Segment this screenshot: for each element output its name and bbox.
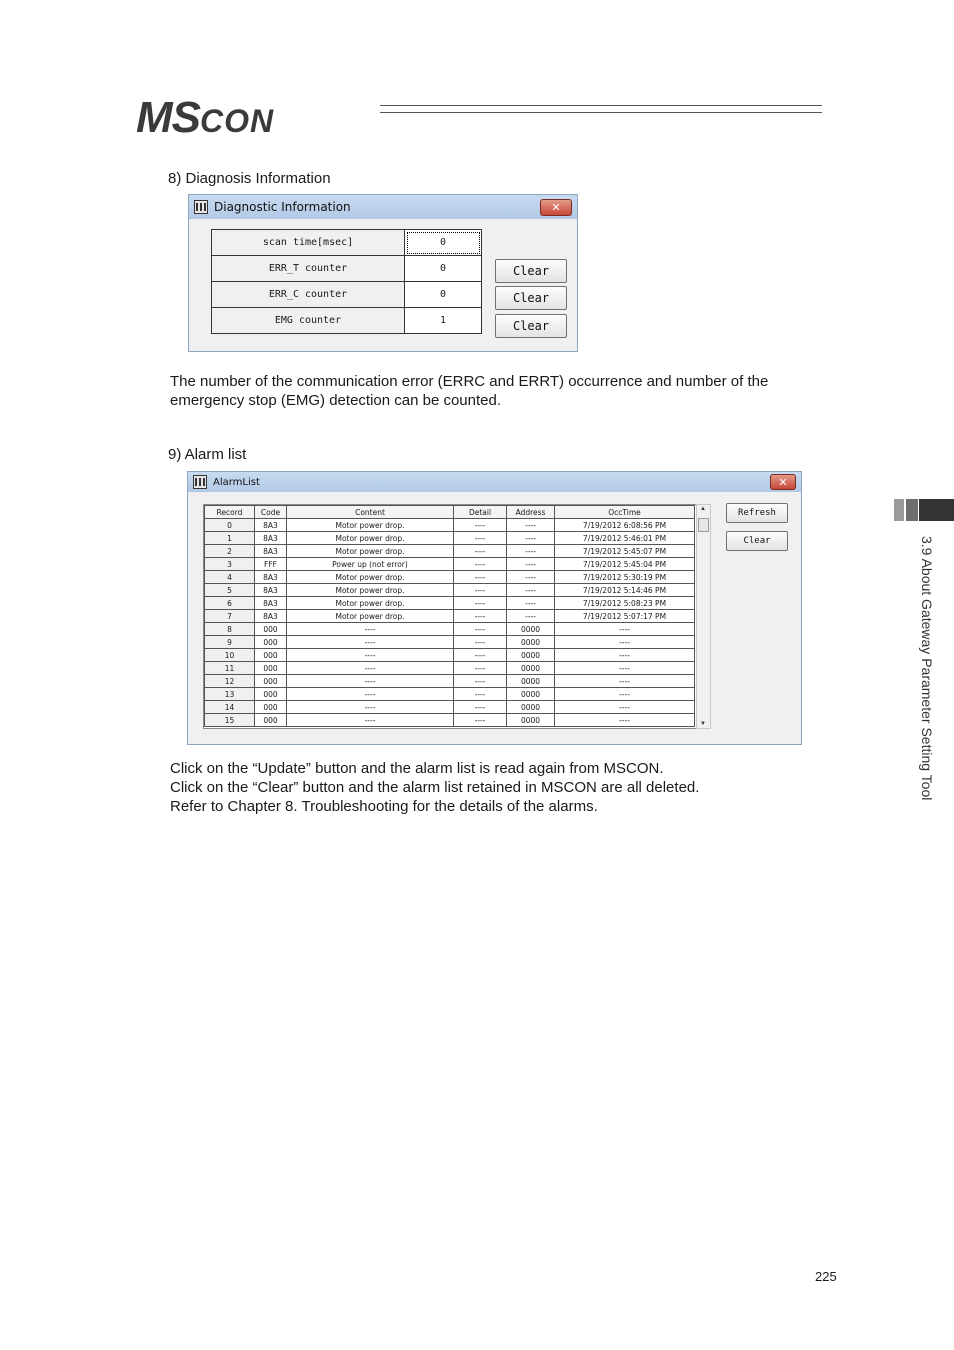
diag-value-field[interactable]: 0	[405, 230, 482, 256]
alarm-cell-occtime: 7/19/2012 5:08:23 PM	[555, 597, 695, 610]
alarm-list-window	[187, 471, 802, 745]
alarm-row[interactable]	[205, 519, 695, 532]
paragraph-line: The number of the communication error (ERRC and ERRT) occurrence and number of the	[170, 373, 769, 390]
alarm-cell-record: 3	[205, 558, 255, 571]
alarm-cell-detail: ----	[454, 571, 507, 584]
alarm-cell-record: 5	[205, 584, 255, 597]
alarm-row[interactable]	[205, 584, 695, 597]
alarm-cell-address: ----	[507, 610, 555, 623]
alarm-cell-address: ----	[507, 558, 555, 571]
diag-label: ERR_T counter	[212, 256, 405, 282]
diag-row-scan-time	[212, 230, 482, 256]
alarm-cell-address: ----	[507, 597, 555, 610]
alarm-header-row	[205, 506, 695, 519]
alarm-cell-address: 0000	[507, 714, 555, 727]
alarm-cell-content: Motor power drop.	[287, 597, 454, 610]
close-button[interactable]: ✕	[770, 474, 796, 490]
alarm-cell-address: 0000	[507, 701, 555, 714]
alarm-cell-occtime: ----	[555, 688, 695, 701]
paragraph-line: Refer to Chapter 8. Troubleshooting for the details of the alarms.	[170, 798, 598, 815]
alarm-cell-content: ----	[287, 623, 454, 636]
alarm-cell-content: Motor power drop.	[287, 545, 454, 558]
alarm-cell-code: 8A3	[255, 519, 287, 532]
diag-row-err-t	[212, 256, 482, 282]
alarm-cell-code: 8A3	[255, 532, 287, 545]
refresh-button[interactable]: Refresh	[726, 503, 788, 523]
section-9-heading: 9) Alarm list	[168, 446, 247, 463]
alarm-cell-code: 8A3	[255, 584, 287, 597]
column-header-occtime[interactable]: OccTime	[555, 506, 695, 519]
alarm-cell-record: 7	[205, 610, 255, 623]
alarm-cell-detail: ----	[454, 714, 507, 727]
alarm-cell-content: Motor power drop.	[287, 610, 454, 623]
alarm-cell-content: Motor power drop.	[287, 532, 454, 545]
alarm-cell-address: 0000	[507, 688, 555, 701]
diagnostic-counter-table	[211, 229, 482, 334]
side-tab-label: 3.9 About Gateway Parameter Setting Tool	[919, 536, 935, 801]
clear-alarms-button[interactable]: Clear	[726, 531, 788, 551]
alarm-cell-code: 000	[255, 636, 287, 649]
column-header-record[interactable]: Record	[205, 506, 255, 519]
alarm-row[interactable]	[205, 662, 695, 675]
alarm-table	[204, 505, 695, 727]
alarm-cell-code: 8A3	[255, 545, 287, 558]
paragraph-line: Click on the “Clear” button and the alarm list retained in MSCON are all deleted.	[170, 779, 700, 796]
alarm-cell-address: ----	[507, 519, 555, 532]
alarm-cell-detail: ----	[454, 675, 507, 688]
alarm-cell-address: 0000	[507, 636, 555, 649]
alarm-cell-address: 0000	[507, 675, 555, 688]
alarm-cell-content: ----	[287, 662, 454, 675]
alarm-cell-detail: ----	[454, 545, 507, 558]
alarm-cell-occtime: ----	[555, 714, 695, 727]
column-header-code[interactable]: Code	[255, 506, 287, 519]
alarm-row[interactable]	[205, 714, 695, 727]
alarm-cell-content: ----	[287, 688, 454, 701]
header-rule-bottom	[380, 112, 822, 113]
diagnostic-information-window	[188, 194, 578, 352]
column-header-content[interactable]: Content	[287, 506, 454, 519]
alarm-table-body	[205, 519, 695, 727]
mscon-logo: MSCON	[136, 93, 275, 142]
diag-label: EMG counter	[212, 308, 405, 334]
alarm-row[interactable]	[205, 545, 695, 558]
alarm-cell-code: 000	[255, 623, 287, 636]
diag-value-field[interactable]: 1	[405, 308, 482, 334]
alarm-cell-code: FFF	[255, 558, 287, 571]
alarm-cell-occtime: 7/19/2012 5:45:04 PM	[555, 558, 695, 571]
alarm-cell-detail: ----	[454, 532, 507, 545]
alarm-cell-content: ----	[287, 675, 454, 688]
alarm-cell-code: 8A3	[255, 610, 287, 623]
alarm-row[interactable]	[205, 623, 695, 636]
scroll-down-arrow-icon[interactable]: ▼	[700, 721, 706, 727]
alarm-grid[interactable]	[203, 504, 697, 729]
alarm-cell-occtime: ----	[555, 623, 695, 636]
column-header-address[interactable]: Address	[507, 506, 555, 519]
alarm-cell-record: 10	[205, 649, 255, 662]
alarm-cell-content: ----	[287, 636, 454, 649]
alarm-cell-record: 1	[205, 532, 255, 545]
alarm-cell-code: 000	[255, 649, 287, 662]
app-icon	[194, 200, 208, 214]
diag-label: scan time[msec]	[212, 230, 405, 256]
alarm-cell-address: ----	[507, 571, 555, 584]
diagnostic-window-title: Diagnostic Information	[214, 200, 351, 214]
alarm-cell-code: 000	[255, 688, 287, 701]
alarm-cell-code: 000	[255, 662, 287, 675]
alarm-cell-record: 0	[205, 519, 255, 532]
app-icon	[193, 475, 207, 489]
alarm-row[interactable]	[205, 636, 695, 649]
page-number: 225	[815, 1269, 837, 1284]
alarm-cell-record: 9	[205, 636, 255, 649]
alarm-cell-address: 0000	[507, 662, 555, 675]
alarm-cell-occtime: ----	[555, 649, 695, 662]
alarm-cell-record: 14	[205, 701, 255, 714]
alarm-cell-detail: ----	[454, 519, 507, 532]
alarm-cell-address: ----	[507, 532, 555, 545]
alarm-list-window-title: AlarmList	[213, 476, 260, 488]
side-tab-marker-dark	[919, 499, 954, 521]
alarm-cell-content: ----	[287, 714, 454, 727]
alarm-cell-content: Motor power drop.	[287, 584, 454, 597]
clear-emg-button[interactable]: Clear	[495, 314, 567, 338]
alarm-cell-detail: ----	[454, 649, 507, 662]
alarm-cell-occtime: 7/19/2012 5:45:07 PM	[555, 545, 695, 558]
alarm-cell-detail: ----	[454, 701, 507, 714]
side-tab-marker-mid	[906, 499, 918, 521]
alarm-cell-address: 0000	[507, 623, 555, 636]
alarm-cell-record: 8	[205, 623, 255, 636]
header-rule-top	[380, 105, 822, 106]
alarm-row[interactable]	[205, 649, 695, 662]
alarm-row[interactable]	[205, 558, 695, 571]
alarm-cell-detail: ----	[454, 662, 507, 675]
alarm-row[interactable]	[205, 571, 695, 584]
alarm-cell-content: ----	[287, 649, 454, 662]
alarm-cell-content: Power up (not error)	[287, 558, 454, 571]
alarm-cell-address: ----	[507, 545, 555, 558]
alarm-cell-detail: ----	[454, 623, 507, 636]
alarm-cell-code: 8A3	[255, 571, 287, 584]
alarm-cell-occtime: ----	[555, 662, 695, 675]
alarm-cell-record: 2	[205, 545, 255, 558]
alarm-cell-record: 13	[205, 688, 255, 701]
alarm-cell-occtime: 7/19/2012 6:08:56 PM	[555, 519, 695, 532]
alarm-cell-occtime: ----	[555, 675, 695, 688]
alarm-cell-record: 4	[205, 571, 255, 584]
close-button[interactable]: ✕	[540, 199, 572, 216]
section-8-heading: 8) Diagnosis Information	[168, 170, 331, 187]
diag-row-emg	[212, 308, 482, 334]
alarm-cell-address: ----	[507, 584, 555, 597]
alarm-cell-detail: ----	[454, 688, 507, 701]
alarm-cell-detail: ----	[454, 558, 507, 571]
column-header-detail[interactable]: Detail	[454, 506, 507, 519]
alarm-list-scrollbar[interactable]	[696, 504, 711, 729]
diag-label: ERR_C counter	[212, 282, 405, 308]
diagnostic-titlebar	[189, 195, 577, 219]
alarm-cell-detail: ----	[454, 597, 507, 610]
alarm-cell-content: Motor power drop.	[287, 519, 454, 532]
clear-err-t-button[interactable]: Clear	[495, 259, 567, 283]
alarm-row[interactable]	[205, 597, 695, 610]
alarm-cell-occtime: 7/19/2012 5:07:17 PM	[555, 610, 695, 623]
alarm-cell-detail: ----	[454, 636, 507, 649]
section-8-paragraph	[170, 372, 768, 410]
alarm-cell-record: 15	[205, 714, 255, 727]
alarm-cell-content: ----	[287, 701, 454, 714]
alarm-cell-occtime: 7/19/2012 5:14:46 PM	[555, 584, 695, 597]
alarm-list-titlebar	[188, 472, 801, 492]
alarm-cell-occtime: 7/19/2012 5:46:01 PM	[555, 532, 695, 545]
alarm-cell-record: 11	[205, 662, 255, 675]
alarm-cell-occtime: 7/19/2012 5:30:19 PM	[555, 571, 695, 584]
diag-value-field[interactable]: 0	[405, 282, 482, 308]
alarm-cell-address: 0000	[507, 649, 555, 662]
alarm-cell-code: 000	[255, 714, 287, 727]
side-tab-marker-light	[894, 499, 904, 521]
alarm-cell-detail: ----	[454, 584, 507, 597]
alarm-cell-record: 6	[205, 597, 255, 610]
alarm-cell-occtime: ----	[555, 636, 695, 649]
alarm-cell-detail: ----	[454, 610, 507, 623]
alarm-cell-occtime: ----	[555, 701, 695, 714]
alarm-row[interactable]	[205, 675, 695, 688]
alarm-row[interactable]	[205, 610, 695, 623]
diag-row-err-c	[212, 282, 482, 308]
diag-value-field[interactable]: 0	[405, 256, 482, 282]
alarm-cell-code: 000	[255, 675, 287, 688]
scroll-up-arrow-icon[interactable]: ▲	[700, 506, 706, 512]
scroll-thumb[interactable]	[698, 518, 709, 532]
clear-err-c-button[interactable]: Clear	[495, 286, 567, 310]
paragraph-line: emergency stop (EMG) detection can be counted.	[170, 392, 502, 409]
alarm-row[interactable]	[205, 688, 695, 701]
alarm-cell-code: 000	[255, 701, 287, 714]
alarm-cell-code: 8A3	[255, 597, 287, 610]
alarm-cell-content: Motor power drop.	[287, 571, 454, 584]
paragraph-line: Click on the “Update” button and the alarm list is read again from MSCON.	[170, 760, 664, 777]
alarm-row[interactable]	[205, 532, 695, 545]
alarm-cell-record: 12	[205, 675, 255, 688]
section-9-paragraph	[170, 759, 699, 816]
alarm-row[interactable]	[205, 701, 695, 714]
